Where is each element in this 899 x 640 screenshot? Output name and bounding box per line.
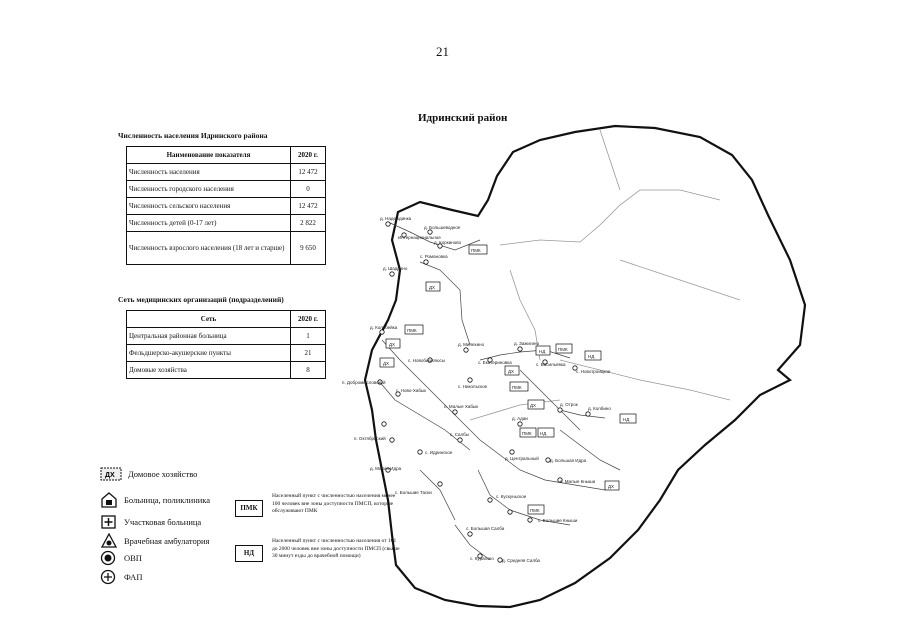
legend-district-hospital xyxy=(100,514,201,530)
map-label: д. Центральный xyxy=(505,456,539,461)
legend-fap xyxy=(100,569,142,585)
header-cell: 2020 г. xyxy=(291,311,326,328)
table-cell: Домовые хозяйства xyxy=(127,362,291,379)
map-label: с. Романовка xyxy=(420,254,448,259)
legend-hospital xyxy=(100,492,210,508)
legend-label: Больница, поликлиника xyxy=(124,495,211,505)
map-box-label: ДХ xyxy=(383,361,390,366)
legend-label: Врачебная амбулатория xyxy=(124,536,210,546)
map-box-label: ДХ xyxy=(429,285,436,290)
map-label: с. Ново-Хабык xyxy=(396,388,427,393)
ambulatory-icon xyxy=(100,533,118,549)
table-cell: 1 xyxy=(291,328,326,345)
fap-icon xyxy=(100,569,118,585)
map-label: д. Отрок xyxy=(560,402,578,407)
map-box-label: НД xyxy=(623,417,630,422)
map-label: с. Кускуньское xyxy=(496,494,527,499)
table-cell: 8 xyxy=(291,362,326,379)
hospital-icon xyxy=(100,492,118,508)
map-label: д. Милехино xyxy=(458,342,485,347)
legend-dh xyxy=(100,467,197,481)
table-cell: 0 xyxy=(291,181,326,198)
map-box-label: НД xyxy=(540,431,547,436)
header-cell: 2020 г. xyxy=(291,147,326,164)
map-box-label: ДХ xyxy=(530,403,537,408)
map-label: д. Колбино xyxy=(588,406,611,411)
pmk-legend-box: ПМК xyxy=(235,500,263,517)
header-cell: Наименование показателя xyxy=(127,147,291,164)
map-box-label: ПМК xyxy=(407,328,417,333)
map-label: с. Идринское xyxy=(425,450,453,455)
network-title: Сеть медицинских организаций (подразделений) xyxy=(118,295,284,304)
map-label: с. Курагино xyxy=(470,556,494,561)
map-label: с. Большие Таски xyxy=(395,490,432,495)
map-label: д. Шадрино xyxy=(383,266,408,271)
internal-boundary xyxy=(470,130,740,420)
map-boxes xyxy=(380,245,636,514)
map-box-label: ПМК xyxy=(530,508,540,513)
legend-label: ФАП xyxy=(124,572,143,582)
map-box-label: ПМК xyxy=(522,431,532,436)
map-label: д. Большая Идра xyxy=(550,458,587,463)
map-box-label: НД xyxy=(588,354,595,359)
map-label: с. Никольское xyxy=(458,384,488,389)
map-label: д. Средняя Салба xyxy=(502,558,540,563)
dh-icon-label: ДХ xyxy=(105,472,115,479)
table-cell: 21 xyxy=(291,345,326,362)
map-label: с. Большая Салба xyxy=(466,526,505,531)
map-label: д. Большеводное xyxy=(424,225,461,230)
legend-label: ОВП xyxy=(124,553,142,563)
map-label: д. Надеждинка xyxy=(380,216,412,221)
map-label: с. Большие Кныши xyxy=(538,518,578,523)
house-hold-icon xyxy=(100,467,122,481)
table-cell: Численность взрослого населения (18 лет и старше) xyxy=(127,232,291,265)
legend-ambulatory xyxy=(100,533,209,549)
map-label: п. Октябрьский xyxy=(354,436,386,441)
map-box-label: ДХ xyxy=(389,342,396,347)
map-label: д. Зажигино xyxy=(514,341,540,346)
table-cell: 12 472 xyxy=(291,198,326,215)
map-title: Идринский район xyxy=(418,112,508,124)
table-cell: 2 822 xyxy=(291,215,326,232)
population-title: Численность населения Идринского района xyxy=(118,131,268,140)
map-label: д. Малая Идра xyxy=(370,466,402,471)
header-cell: Сеть xyxy=(127,311,291,328)
legend-ovp xyxy=(100,550,142,566)
map-label: с. Малые Кныши xyxy=(560,479,596,484)
map-box-label: НД xyxy=(539,349,546,354)
page-number: 21 xyxy=(436,44,449,59)
table-cell: Численность сельского населения xyxy=(127,198,291,215)
map-box-labels xyxy=(383,248,629,513)
map-box-label: ПМК xyxy=(512,385,522,390)
map-label: с. Салбы xyxy=(450,432,469,437)
map-box-label: ПМК xyxy=(471,248,481,253)
map-label: п. Добромысловский xyxy=(342,380,386,385)
table-cell: 9 650 xyxy=(291,232,326,265)
table-cell: Численность городского населения xyxy=(127,181,291,198)
nd-legend-box: НД xyxy=(235,545,263,562)
map-label: д. Адаи xyxy=(512,416,528,421)
table-cell: Фельдшерско-акушерские пункты xyxy=(127,345,291,362)
district-hospital-icon xyxy=(100,514,118,530)
map-label: Интернациональное xyxy=(398,235,441,240)
ovp-icon xyxy=(100,550,118,566)
table-cell: 12 472 xyxy=(291,164,326,181)
map-box-label: ДХ xyxy=(508,369,515,374)
map-label: с. Екатериновка xyxy=(478,360,512,365)
map-label: с. Новобирилюсы xyxy=(408,358,445,363)
pmk-legend-text: Населенный пункт с численностью населения менее 100 человек вне зоны доступности ПМСП, которые обслуживают ПМК xyxy=(272,493,396,514)
map-label: д. Коркиново xyxy=(434,240,462,245)
legend-label: Домовое хозяйство xyxy=(128,469,198,479)
map-label: д. Кольбейка xyxy=(370,325,398,330)
nd-legend-text: Населенный пункт с численностью населения от 101 до 2000 человек вне зоны доступности ПМСП (свыше 30 минут езды до врачебной помощи) xyxy=(272,538,400,559)
map-label: с. Новотроицкое xyxy=(576,369,611,374)
map-label: с. Васильевка xyxy=(536,362,566,367)
table-cell: Центральная районная больница xyxy=(127,328,291,345)
legend-label: Участковая больница xyxy=(124,517,202,527)
map-box-label: ПМК xyxy=(558,347,568,352)
table-cell: Численность населения xyxy=(127,164,291,181)
map-box-label: ДХ xyxy=(608,484,615,489)
map-label: п. Малые Хабык xyxy=(444,404,479,409)
table-cell: Численность детей (0-17 лет) xyxy=(127,215,291,232)
